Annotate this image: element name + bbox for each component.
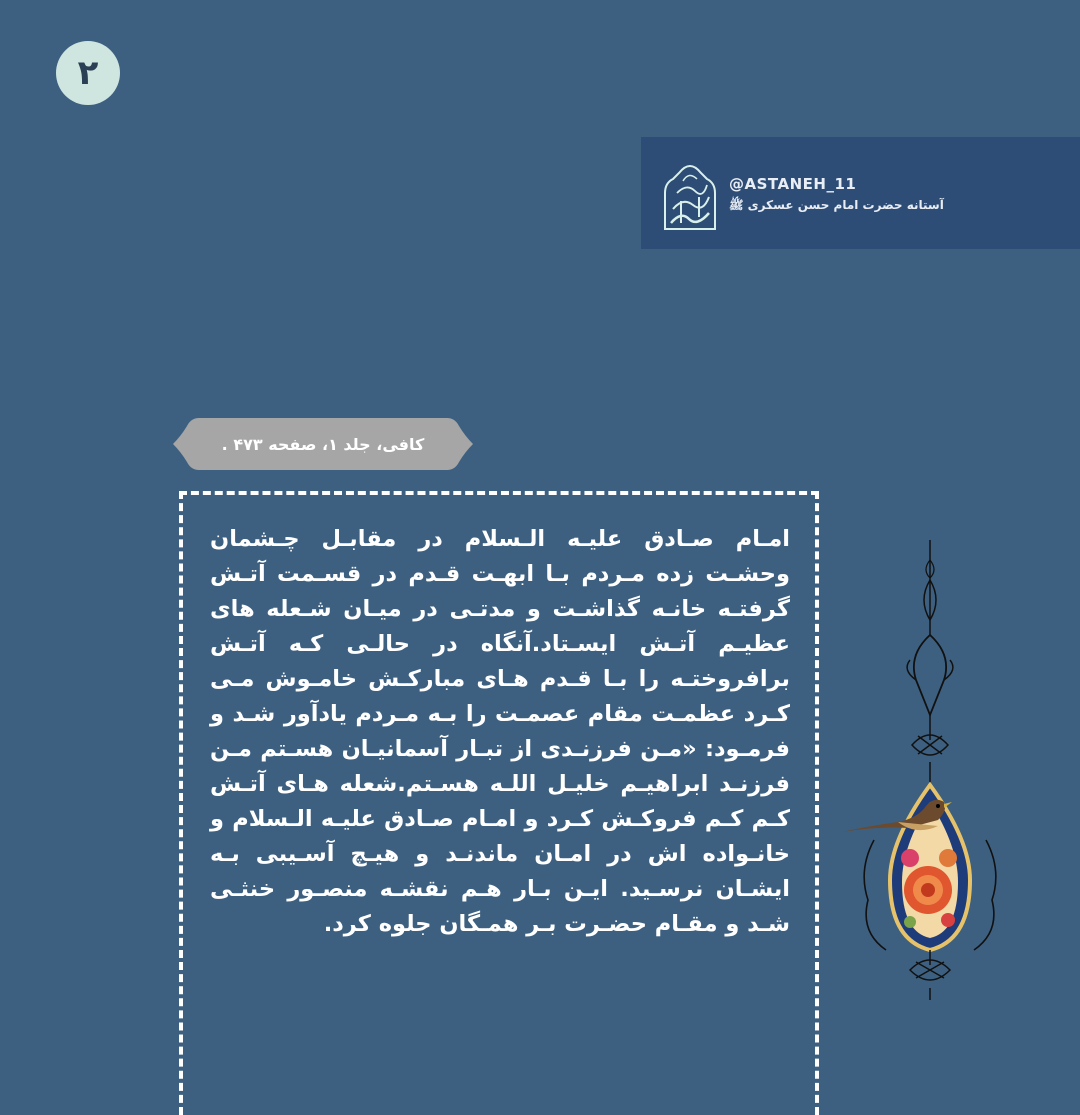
channel-info <box>729 175 1059 215</box>
citation-tag <box>173 414 473 474</box>
channel-handle: @ASTANEH_11 <box>729 175 857 193</box>
shrine-calligraphy-logo-icon <box>659 153 721 233</box>
bird-floral-ornament-icon <box>838 540 1013 1000</box>
page-number-badge <box>56 41 120 105</box>
page-number: ۲ <box>77 53 99 93</box>
body-paragraph: امـام صـادق علیـه الـسلام در مقابـل چـشمان وحشـت زده مـردم بـا ابهـت قـدم در قسـمت آتـش گرفتـه خانـه گذاشـت و مدتـی در میـان شـعله های عظیـم آتـش ایسـتاد.آنگاه در حالـی کـه آتـش برافروختـه را بـا قـدم هـای مبارکـش خامـوش مـی کـرد عظمـت مقام عصمـت را بـه مـردم یادآور شـد و فرمـود: «مـن فرزنـدی از تبـار آسمانیـان هسـتم مـن فرزنـد ابراهیـم خلیـل اللـه هسـتم.شعله هـای آتـش کـم کـم فروکـش کـرد و امـام صـادق علیـه الـسلام و خانـواده اش در امـان ماندنـد و هیـچ آسـیبی بـه ایشـان نرسـید. ایـن بـار هـم نقشـه منصـور خنثـی شـد و مقـام حضـرت بـر همـگان جلوه کرد. <box>210 526 790 937</box>
citation-text: کافی، جلد ۱، صفحه ۴۷۳ . <box>221 434 425 454</box>
channel-banner[interactable] <box>641 137 1080 249</box>
channel-name: آستانه حضرت امام حسن عسکری ﷺ <box>729 198 944 212</box>
